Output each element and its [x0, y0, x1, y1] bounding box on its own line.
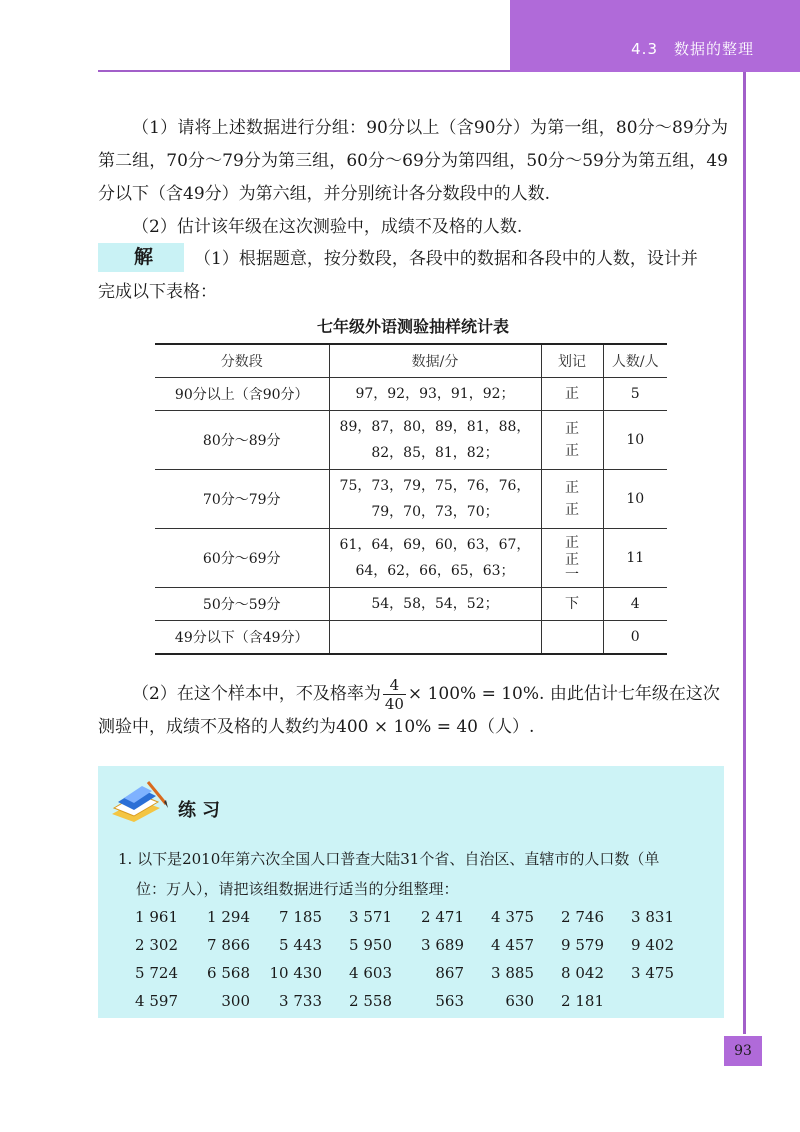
tally-cell: 正 正 [541, 469, 603, 528]
practice-box [98, 766, 724, 1018]
number-cell: 300 [221, 992, 250, 1010]
number-cell: 4 603 [349, 964, 392, 982]
data-cell: 75，73，79，75，76，76， 79，70，73，70； [329, 469, 541, 528]
data-cell: 97，92，93，91，92； [329, 377, 541, 410]
header-range: 分数段 [155, 344, 329, 377]
data-cell: 61，64，69，60，63，67， 64，62，66，65，63； [329, 528, 541, 587]
solution-line-2: 完成以下表格： [98, 282, 217, 302]
number-cell: 4 597 [135, 992, 178, 1010]
number-cell: 9 579 [561, 936, 604, 954]
table-row [155, 587, 667, 620]
fraction: $\frac{4}{40}$ [384, 676, 404, 713]
number-row [118, 992, 678, 1020]
number-cell: 563 [435, 992, 464, 1010]
range-cell: 50分～59分 [155, 587, 329, 620]
number-cell: 3 689 [421, 936, 464, 954]
count-cell: 11 [603, 528, 667, 587]
number-row [118, 964, 678, 992]
data-cell: 54，58，54，52； [329, 587, 541, 620]
header-tally: 划记 [541, 344, 603, 377]
number-cell: 2 746 [561, 908, 604, 926]
tally-cell: 正 [541, 377, 603, 410]
table-row [155, 410, 667, 469]
side-rule [743, 72, 746, 1034]
tally-cell: 下 [541, 587, 603, 620]
number-cell: 1 961 [135, 908, 178, 926]
range-cell: 80分～89分 [155, 410, 329, 469]
number-cell: 8 042 [561, 964, 604, 982]
number-cell: 867 [435, 964, 464, 982]
number-cell: 3 571 [349, 908, 392, 926]
data-cell [329, 620, 541, 654]
range-cell: 49分以下（含49分） [155, 620, 329, 654]
count-cell: 10 [603, 469, 667, 528]
number-cell: 9 402 [631, 936, 674, 954]
range-cell: 70分～79分 [155, 469, 329, 528]
conclusion-line-2: 测验中，成绩不及格的人数约为400 × 10% = 40（人）. [98, 717, 535, 737]
count-cell: 0 [603, 620, 667, 654]
pencil-book-icon [108, 778, 170, 822]
number-row [118, 908, 678, 936]
table-row [155, 620, 667, 654]
table-title: 七年级外语测验抽样统计表 [316, 317, 509, 336]
number-row [118, 936, 678, 964]
number-cell: 6 568 [207, 964, 250, 982]
section-banner [510, 0, 800, 72]
number-cell: 7 866 [207, 936, 250, 954]
practice-title: 练习 [178, 800, 226, 821]
page-number: 93 [724, 1036, 762, 1066]
practice-question-1: 1. 以下是2010年第六次全国人口普查大陆31个省、自治区、直辖市的人口数（单 位：万人），请把该组数据进行适当的分组整理： [118, 850, 660, 898]
number-cell: 2 302 [135, 936, 178, 954]
population-numbers [118, 908, 678, 1020]
number-cell: 3 885 [491, 964, 534, 982]
table-row [155, 469, 667, 528]
solution-line-1: （1）根据题意，按分数段，各段中的数据和各段中的人数，设计并 [194, 249, 698, 269]
header-count: 人数/人 [603, 344, 667, 377]
number-cell: 3 831 [631, 908, 674, 926]
number-cell: 5 724 [135, 964, 178, 982]
question-1: （1）请将上述数据进行分组：90分以上（含90分）为第一组，80分～89分为第二组，70分～79分为第三组，60分～69分为第四组，50分～59分为第五组，49分以下（含49分）为第六组，并分别统计各分数段中的人数. [98, 118, 728, 204]
number-cell: 10 430 [269, 964, 322, 982]
tally-cell [541, 620, 603, 654]
range-cell: 60分～69分 [155, 528, 329, 587]
solution-tag: 解 [98, 243, 184, 272]
table-row [155, 377, 667, 410]
count-cell: 4 [603, 587, 667, 620]
number-cell: 7 185 [279, 908, 322, 926]
number-cell: 5 443 [279, 936, 322, 954]
question-2: （2）估计该年级在这次测验中，成绩不及格的人数. [132, 217, 523, 237]
number-cell: 4 457 [491, 936, 534, 954]
section-title: 4.3 数据的整理 [631, 40, 754, 58]
statistics-table [155, 343, 667, 655]
number-cell: 630 [505, 992, 534, 1010]
data-cell: 89，87，80，89，81，88， 82，85，81，82； [329, 410, 541, 469]
tally-cell: 正 正 一 [541, 528, 603, 587]
number-cell: 1 294 [207, 908, 250, 926]
number-cell: 2 558 [349, 992, 392, 1010]
table-row [155, 528, 667, 587]
number-cell: 3 733 [279, 992, 322, 1010]
number-cell: 3 475 [631, 964, 674, 982]
table-header-row [155, 344, 667, 377]
count-cell: 10 [603, 410, 667, 469]
count-cell: 5 [603, 377, 667, 410]
conclusion-line-1: （2）在这个样本中，不及格率为 $\frac{4}{40}$ × 100% = 10%. 由此估计七年级在这次 [132, 676, 720, 713]
number-cell: 2 471 [421, 908, 464, 926]
header-data: 数据/分 [329, 344, 541, 377]
header-rule [98, 70, 510, 72]
range-cell: 90分以上（含90分） [155, 377, 329, 410]
tally-cell: 正 正 [541, 410, 603, 469]
number-cell: 5 950 [349, 936, 392, 954]
number-cell: 4 375 [491, 908, 534, 926]
number-cell: 2 181 [561, 992, 604, 1010]
